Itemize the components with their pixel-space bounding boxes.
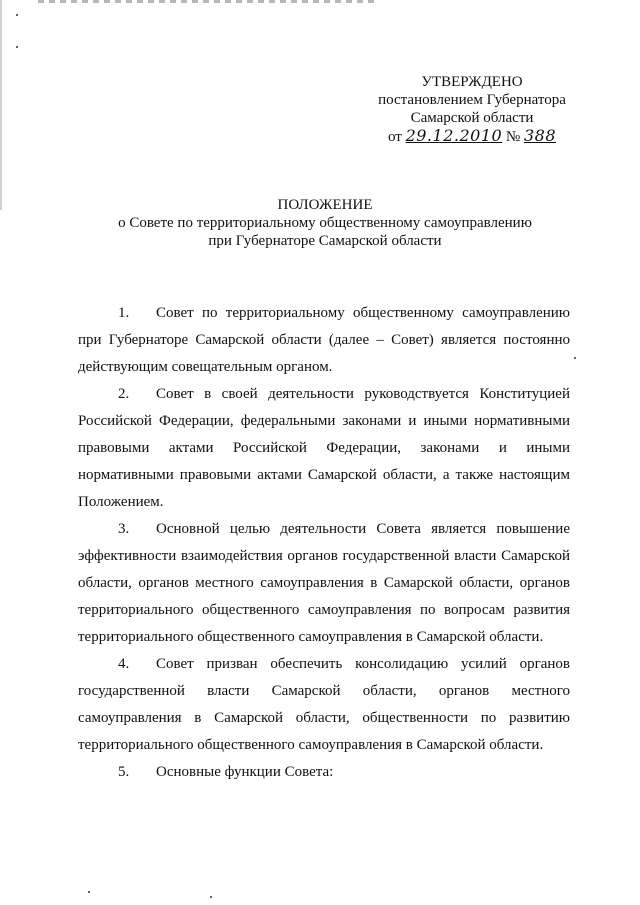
paragraph-number: 4. bbox=[118, 656, 130, 672]
scan-speck bbox=[210, 896, 212, 898]
paragraph-text: Совет в своей деятельности руководствуется Конституцией Российской Федерации, федеральными законами и иными нормативными правовыми актами Российской Федерации, законами и иными нормативными правовыми актами Самарской области, а также настоящим Положением. bbox=[78, 386, 570, 510]
paragraph-text: Совет призван обеспечить консолидацию усилий органов государственной власти Самарской области, органов местного самоуправления в Самарской области, общественности по развитию территориального общественного самоуправления в Самарской области. bbox=[78, 656, 570, 753]
approval-region-line: Самарской области bbox=[410, 110, 534, 126]
paragraph-5 bbox=[78, 759, 570, 786]
document-body bbox=[78, 300, 570, 786]
paragraph-number: 1. bbox=[118, 305, 130, 321]
date-prefix: от bbox=[387, 129, 402, 145]
title-subtitle-line1: о Совете по территориальному общественному самоуправлению bbox=[118, 215, 532, 231]
approval-decree-line: постановлением Губернатора bbox=[378, 92, 566, 108]
paragraph-number: 2. bbox=[118, 386, 130, 402]
title-heading: ПОЛОЖЕНИЕ bbox=[277, 197, 373, 213]
document-title bbox=[60, 196, 590, 250]
scan-edge-artifact bbox=[38, 0, 378, 3]
paragraph-number: 3. bbox=[118, 521, 130, 537]
scan-speck bbox=[574, 357, 576, 359]
paragraph-text: Основные функции Совета: bbox=[156, 764, 334, 780]
approval-heading: УТВЕРЖДЕНО bbox=[421, 74, 523, 90]
approval-date-number-line bbox=[372, 127, 572, 146]
paragraph-1 bbox=[78, 300, 570, 381]
scan-speck bbox=[88, 891, 90, 893]
paragraph-number: 5. bbox=[118, 764, 130, 780]
paragraph-3 bbox=[78, 516, 570, 651]
paragraph-4 bbox=[78, 651, 570, 759]
number-prefix: № bbox=[505, 129, 521, 145]
handwritten-number: 388 bbox=[523, 126, 557, 145]
scan-speck bbox=[16, 14, 18, 16]
scan-speck bbox=[16, 46, 18, 48]
paragraph-text: Основной целью деятельности Совета является повышение эффективности взаимодействия органов государственной власти Самарской области, органов местного самоуправления в Самарской области, органов территориального общественного самоуправления по вопросам развития территориального общественного самоуправления в Самарской области. bbox=[78, 521, 570, 645]
title-subtitle-line2: при Губернаторе Самарской области bbox=[208, 233, 442, 249]
scan-edge-artifact bbox=[0, 0, 2, 210]
paragraph-text: Совет по территориальному общественному самоуправлению при Губернаторе Самарской области (далее – Совет) является постоянно действующим совещательным органом. bbox=[78, 305, 570, 375]
handwritten-date: 29.12.2010 bbox=[405, 126, 503, 145]
approval-stamp-block bbox=[372, 73, 572, 146]
paragraph-2 bbox=[78, 381, 570, 516]
